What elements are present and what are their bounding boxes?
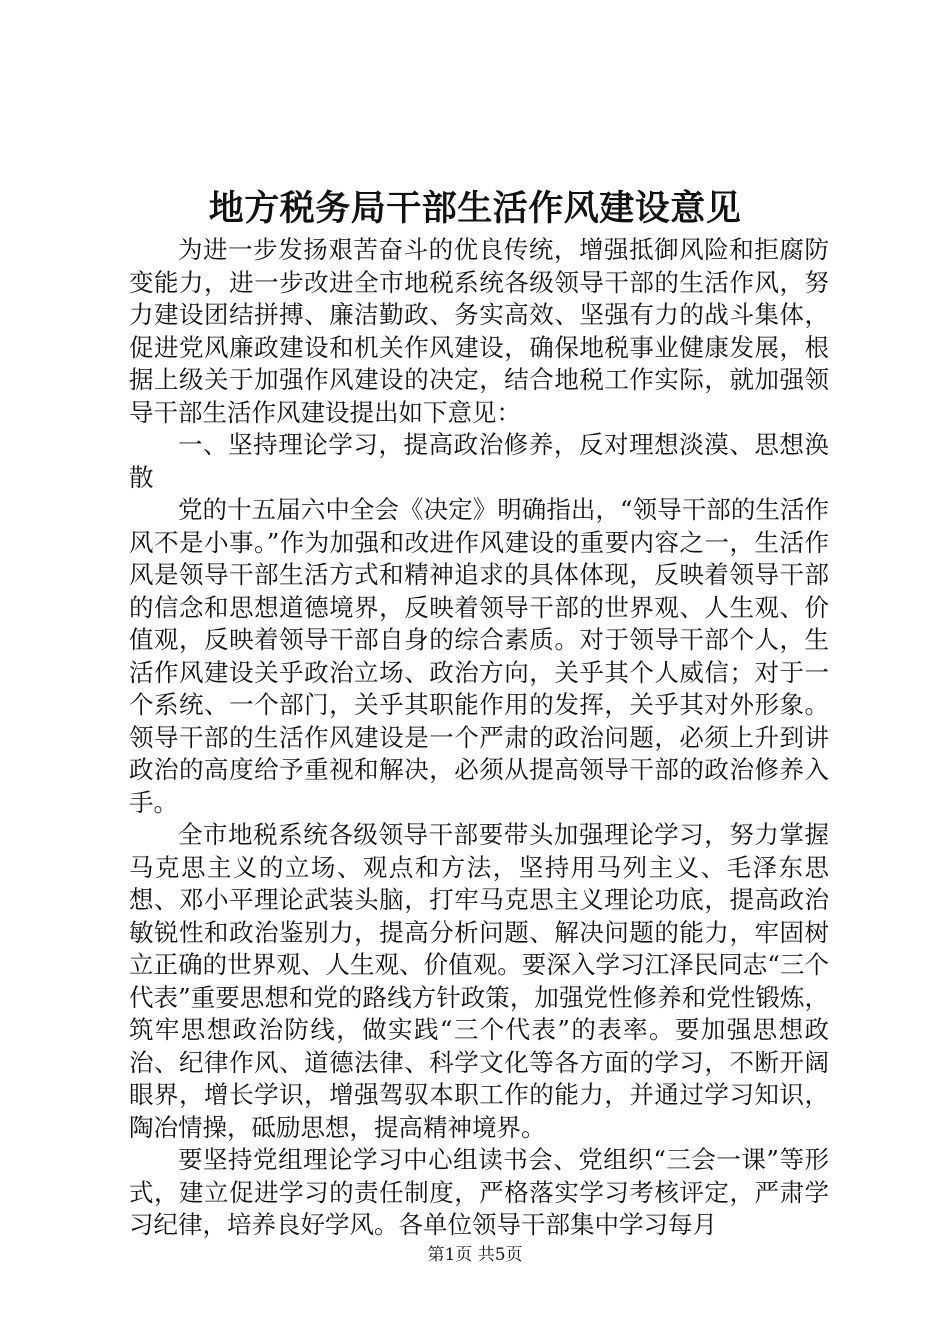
paragraph-intro: 为进一步发扬艰苦奋斗的优良传统，增强抵御风险和拒腐防变能力，进一步改进全市地税系统各级领导干部的生活作风，努力建设团结拼搏、廉洁勤政、务实高效、坚强有力的战斗集体，促进党风廉政建设和机关作风建设，确保地税事业健康发展，根据上级关于加强作风建设的决定，结合地税工作实际，就加强领导干部生活作风建设提出如下意见： [129, 235, 829, 427]
page-number-footer: 第1页 共5页 [427, 1245, 523, 1265]
document-title: 地方税务局干部生活作风建设意见 [208, 188, 742, 229]
section-heading-1: 一、坚持理论学习，提高政治修养，反对理想淡漠、思想涣散 [129, 430, 829, 492]
paragraph-2: 全市地税系统各级领导干部要带头加强理论学习，努力掌握马克思主义的立场、观点和方法，坚持用马列主义、毛泽东思想、邓小平理论武装头脑，打牢马克思主义理论功底，提高政治敏锐性和政治鉴别力，提高分析问题、解决问题的能力，牢固树立正确的世界观、人生观、价值观。要深入学习江泽民同志“三个代表”重要思想和党的路线方针政策，加强党性修养和党性锻炼，筑牢思想政治防线，做实践“三个代表”的表率。要加强思想政治、纪律作风、道德法律、科学文化等各方面的学习，不断开阔眼界，增长学识，增强驾驭本职工作的能力，并通过学习知识，陶冶情操，砥励思想，提高精神境界。 [129, 820, 829, 1142]
document-body [129, 234, 829, 1242]
paragraph-3: 要坚持党组理论学习中心组读书会、党组织“三会一课”等形式，建立促进学习的责任制度，严格落实学习考核评定，严肃学习纪律，培养良好学风。各单位领导干部集中学习每月 [129, 1145, 829, 1239]
paragraph-1: 党的十五届六中全会《决定》明确指出，“领导干部的生活作风不是小事。”作为加强和改进作风建设的重要内容之一，生活作风是领导干部生活方式和精神追求的具体体现，反映着领导干部的信念和思想道德境界，反映着领导干部的世界观、人生观、价值观，反映着领导干部自身的综合素质。对于领导干部个人，生活作风建设关乎政治立场、政治方向，关乎其个人威信；对于一个系统、一个部门，关乎其职能作用的发挥，关乎其对外形象。领导干部的生活作风建设是一个严肃的政治问题，必须上升到讲政治的高度给予重视和解决，必须从提高领导干部的政治修养入手。 [129, 495, 829, 817]
